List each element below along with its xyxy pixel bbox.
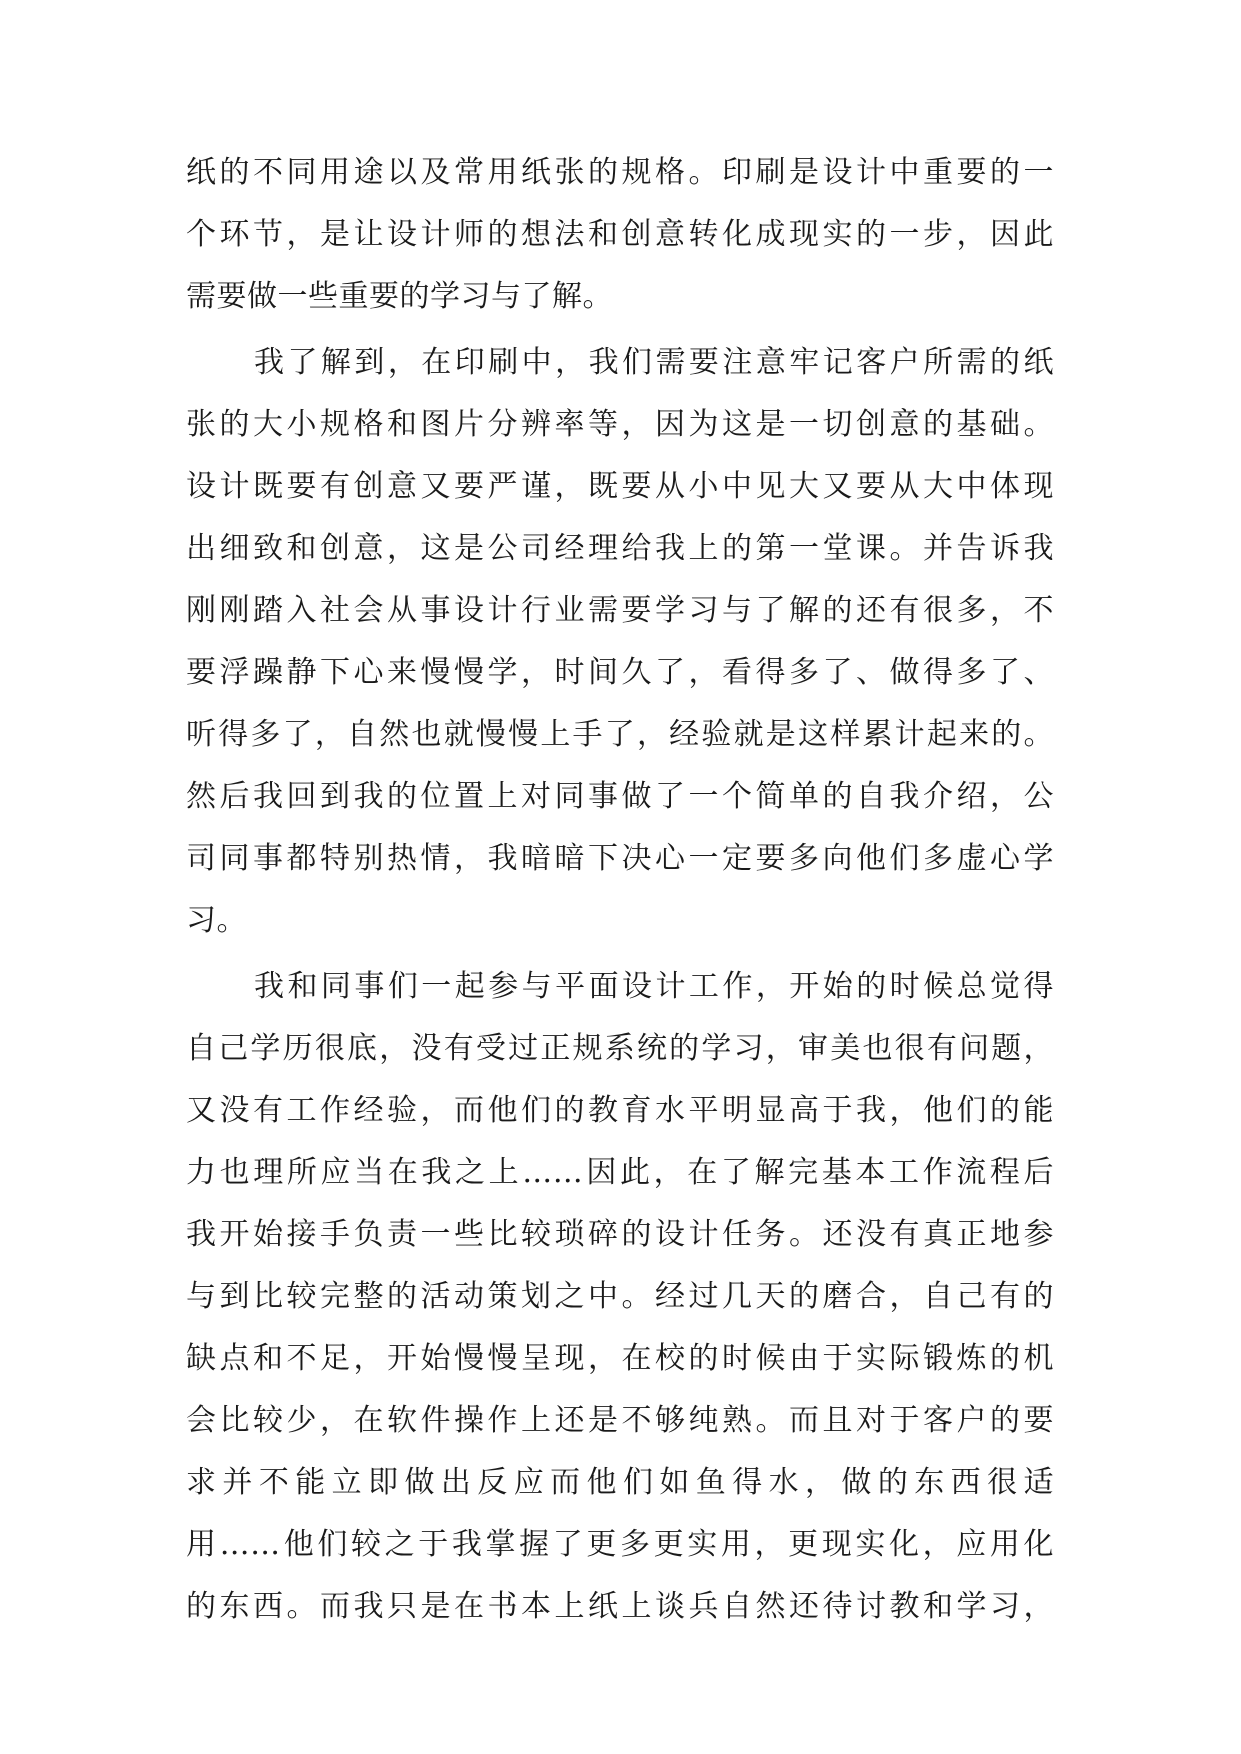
paragraph-2-line-3: 设计既要有创意又要严谨，既要从小中见大又要从大中体现: [186, 469, 1054, 504]
paragraph-3-line-11: 的东西。而我只是在书本上纸上谈兵自然还待讨教和学习，: [186, 1589, 1054, 1624]
paragraph-3-line-8: 会比较少，在软件操作上还是不够纯熟。而且对于客户的要: [186, 1403, 1054, 1438]
paragraph-3-line-2: 自己学历很底，没有受过正规系统的学习，审美也很有问题，: [186, 1031, 1054, 1066]
paragraph-3-line-9: 求并不能立即做出反应而他们如鱼得水，做的东西很适: [186, 1465, 1054, 1500]
paragraph-1-line-2: 个环节，是让设计师的想法和创意转化成现实的一步，因此: [186, 217, 1054, 252]
document-body: [186, 142, 1054, 1638]
paragraph-2-line-1: 我了解到，在印刷中，我们需要注意牢记客户所需的纸: [254, 345, 1054, 380]
paragraph-2-line-6: 要浮躁静下心来慢慢学，时间久了，看得多了、做得多了、: [186, 655, 1054, 690]
paragraph-1-line-1: 纸的不同用途以及常用纸张的规格。印刷是设计中重要的一: [186, 155, 1054, 190]
paragraph-2-line-9: 司同事都特别热情，我暗暗下决心一定要多向他们多虚心学: [186, 841, 1054, 876]
paragraph-3-line-5: 我开始接手负责一些比较琐碎的设计任务。还没有真正地参: [186, 1217, 1054, 1252]
paragraph-2-line-2: 张的大小规格和图片分辨率等，因为这是一切创意的基础。: [186, 407, 1054, 442]
paragraph-2-line-4: 出细致和创意，这是公司经理给我上的第一堂课。并告诉我: [186, 531, 1054, 566]
paragraph-3-line-10: 用……他们较之于我掌握了更多更实用，更现实化，应用化: [186, 1527, 1054, 1562]
paragraph-3-line-4: 力也理所应当在我之上……因此，在了解完基本工作流程后: [186, 1155, 1054, 1190]
paragraph-3-line-7: 缺点和不足，开始慢慢呈现，在校的时候由于实际锻炼的机: [186, 1341, 1054, 1376]
paragraph-2-line-8: 然后我回到我的位置上对同事做了一个简单的自我介绍，公: [186, 779, 1054, 814]
paragraph-2-line-5: 刚刚踏入社会从事设计行业需要学习与了解的还有很多，不: [186, 593, 1054, 628]
paragraph-2-line-10: 习。: [186, 903, 247, 938]
paragraph-3-line-6: 与到比较完整的活动策划之中。经过几天的磨合，自己有的: [186, 1279, 1054, 1314]
paragraph-3-line-3: 又没有工作经验，而他们的教育水平明显高于我，他们的能: [186, 1093, 1054, 1128]
paragraph-2-line-7: 听得多了，自然也就慢慢上手了，经验就是这样累计起来的。: [186, 717, 1054, 752]
paragraph-1-line-3: 需要做一些重要的学习与了解。: [186, 279, 613, 314]
paragraph-3-line-1: 我和同事们一起参与平面设计工作，开始的时候总觉得: [254, 969, 1054, 1004]
